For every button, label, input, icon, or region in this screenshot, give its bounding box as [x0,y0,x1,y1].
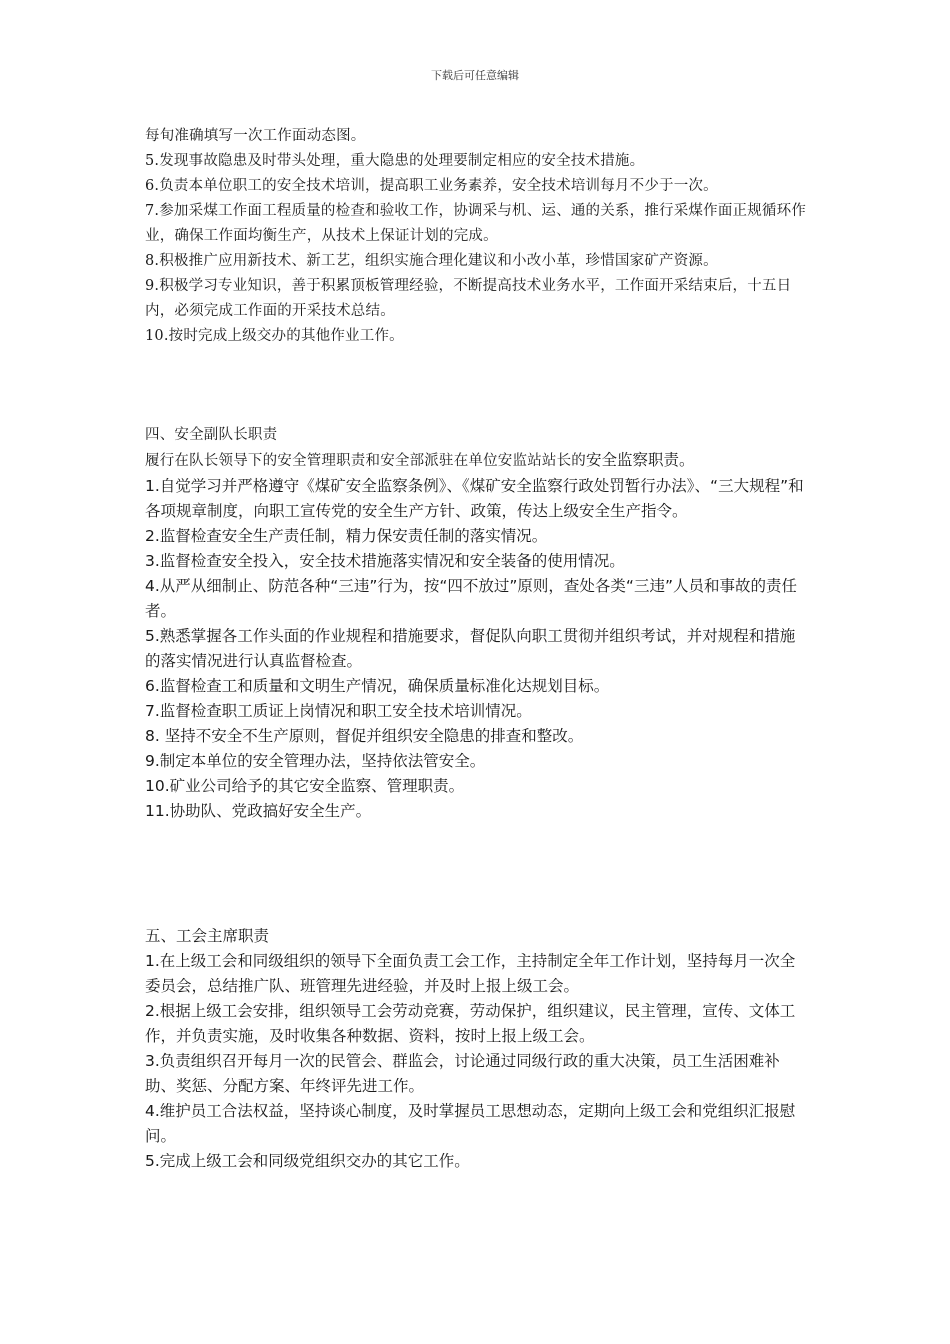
paragraph: 8. 坚持不安全不生产原则，督促并组织安全隐患的排查和整改。 [145,727,584,745]
paragraph: 6.负责本单位职工的安全技术培训，提高职工业务素养，安全技术培训每月不少于一次。 [145,178,718,194]
paragraph: 7.参加采煤工作面工程质量的检查和验收工作，协调采与机、运、通的关系，推行采煤作面正规循环作业，确保工作面均衡生产，从技术上保证计划的完成。 [145,203,807,244]
paragraph: 1.自觉学习并严格遵守《煤矿安全监察条例》、《煤矿安全监察行政处罚暂行办法》、“三大规程”和各项规章制度，向职工宣传党的安全生产方针、政策，传达上级安全生产指令。 [145,477,804,520]
paragraph: 5.完成上级工会和同级党组织交办的其它工作。 [145,1152,470,1170]
paragraph: 10.矿业公司给予的其它安全监察、管理职责。 [145,777,465,795]
paragraph: 3.监督检查安全投入，安全技术措施落实情况和安全装备的使用情况。 [145,552,625,570]
safety-duties-section [145,448,810,824]
paragraph: 6.监督检查工和质量和文明生产情况，确保质量标准化达规划目标。 [145,677,610,695]
safety-section-heading: 四、安全副队长职责 [145,427,278,443]
section-intro [145,448,810,474]
paragraph: 9.制定本单位的安全管理办法，坚持依法管安全。 [145,752,486,770]
technician-duties-section [145,124,810,349]
paragraph: 5.发现事故隐患及时带头处理，重大隐患的处理要制定相应的安全技术措施。 [145,153,645,169]
paragraph: 2.监督检查安全生产责任制，精力保安责任制的落实情况。 [145,527,548,545]
paragraph: 4.维护员工合法权益，坚持谈心制度，及时掌握员工思想动态，定期向上级工会和党组织汇报慰问。 [145,1102,796,1145]
intro-text-emphasis: 安全监察职责。 [586,451,695,469]
paragraph: 5.熟悉掌握各工作头面的作业规程和措施要求，督促队向职工贯彻并组织考试，并对规程和措施的落实情况进行认真监督检查。 [145,627,796,670]
paragraph: 3.负责组织召开每月一次的民管会、群监会，讨论通过同级行政的重大决策，员工生活困难补助、奖惩、分配方案、年终评先进工作。 [145,1052,780,1095]
union-duties-section [145,924,810,1174]
paragraph: 8.积极推广应用新技术、新工艺，组织实施合理化建议和小改小革，珍惜国家矿产资源。 [145,253,718,269]
paragraph: 1.在上级工会和同级组织的领导下全面负责工会工作，主持制定全年工作计划，坚持每月一次全委员会，总结推广队、班管理先进经验，并及时上报上级工会。 [145,952,796,995]
paragraph: 每旬准确填写一次工作面动态图。 [145,128,366,144]
paragraph: 7.监督检查职工质证上岗情况和职工安全技术培训情况。 [145,702,532,720]
paragraph: 2.根据上级工会安排，组织领导工会劳动竞赛，劳动保护，组织建议，民主管理，宣传、文体工作，并负责实施，及时收集各种数据、资料，按时上报上级工会。 [145,1002,796,1045]
paragraph: 10.按时完成上级交办的其他作业工作。 [145,328,404,344]
paragraph: 4.从严从细制止、防范各种“三违”行为，按“四不放过”原则，查处各类“三违”人员和事故的责任者。 [145,577,797,620]
page-header: 下载后可任意编辑 [431,69,519,82]
paragraph: 9.积极学习专业知识，善于积累顶板管理经验，不断提高技术业务水平，工作面开采结束后，十五日内，必须完成工作面的开采技术总结。 [145,278,792,319]
paragraph: 11.协助队、党政搞好安全生产。 [145,802,372,820]
intro-text: 履行在队长领导下的安全管理职责和安全部派驻在单位安监站站长的 [145,453,586,469]
section-heading: 五、工会主席职责 [145,927,270,945]
